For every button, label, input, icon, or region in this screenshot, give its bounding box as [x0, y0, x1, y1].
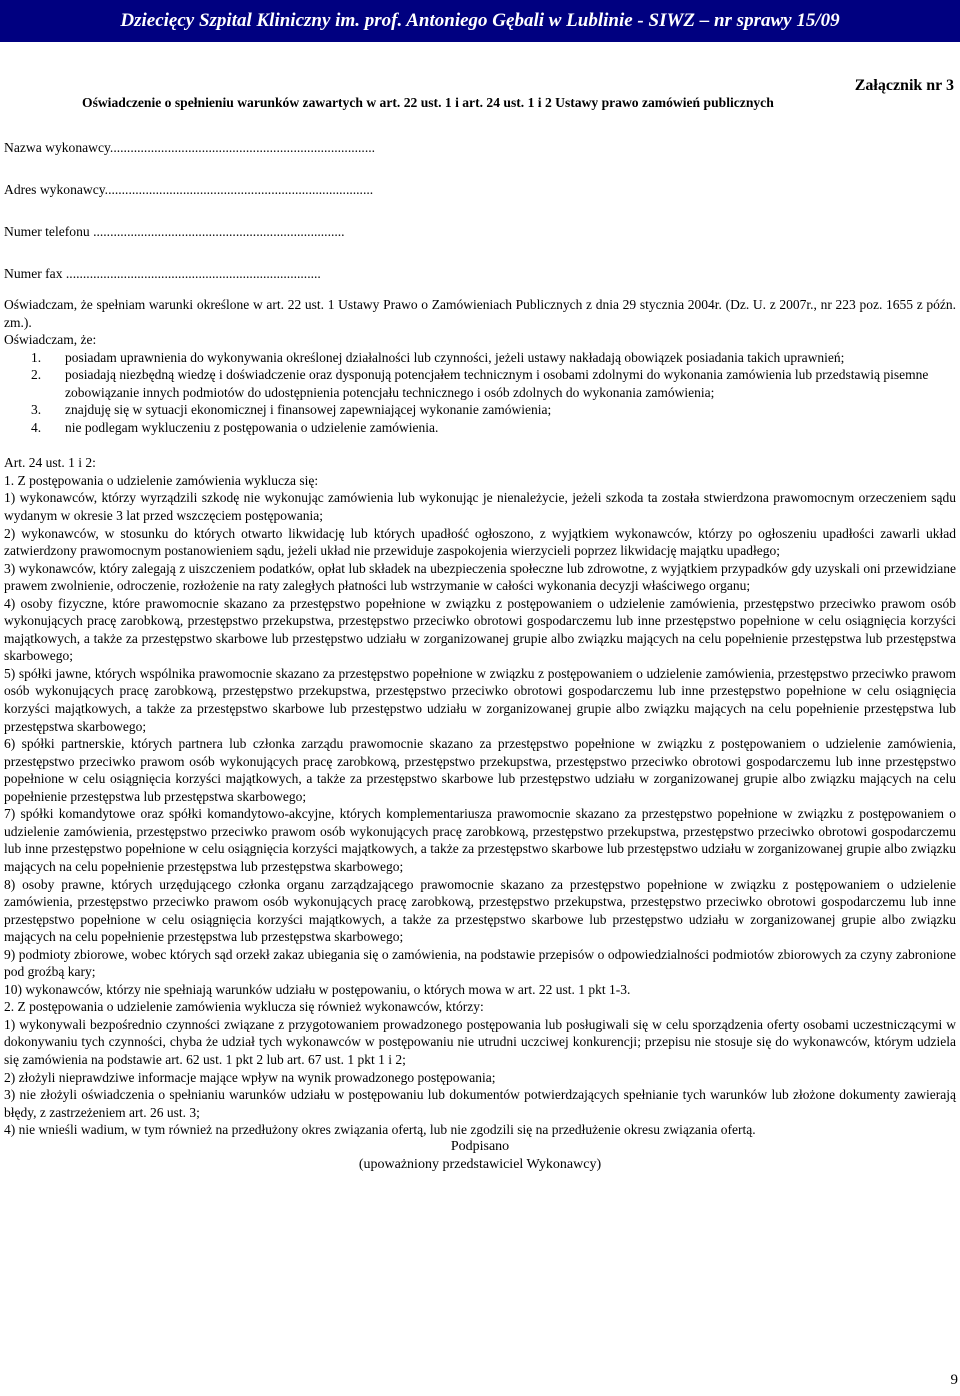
- art24-p1-item: 2) wykonawców, w stosunku do których otwarto likwidację lub których upadłość ogłoszono, z wyjątkiem wykonawców, którzy po ogłoszeniu upadłości zawarli układ zatwierdzony prawomocnym postanowieniem sądu, jeżeli układ nie przewiduje zaspokojenia wierzycieli poprzez likwidację majątku upadłego;: [4, 525, 956, 559]
- declaration-label: Oświadczam, że:: [4, 332, 97, 348]
- list-item-text: posiadają niezbędną wiedzę i doświadczenie oraz dysponują potencjałem technicznym i osobami zdolnymi do wykonania zamówienia lub przedstawią pisemne zobowiązanie innych podmiotów do udostępnienia potencjału technicznego i osób zdolnych do wykonania zamówienia;: [65, 367, 929, 400]
- art24-p1-item: 3) wykonawców, który zalegają z uiszczeniem podatków, opłat lub składek na ubezpieczenia społeczne lub zdrowotne, z wyjątkiem przypadków gdy uzyskali oni przewidziane prawem zwolnienie, odroczenie, rozłożenie na raty zaległych płatności lub wstrzymanie w całości wykonania decyzji właściwego organu;: [4, 560, 956, 594]
- art24-p2-item: 2) złożyli nieprawdziwe informacje mające wpływ na wynik prowadzonego postępowania;: [4, 1069, 496, 1085]
- annex-label: Załącznik nr 3: [854, 77, 954, 94]
- signature-signed-label: Podpisano: [450, 1139, 510, 1154]
- list-item-number: 4.: [31, 419, 42, 435]
- art24-p1-item: 6) spółki partnerskie, których partnera lub członka zarządu prawomocnie skazano za przestępstwo popełnione w związku z postępowaniem o udzielenie zamówienia, przestępstwo przeciwko prawom osób wykonujących pracę zarobkową, przestępstwo przekupstwa, przestępstwo przeciwko obrotowi gospodarczemu lub inne przestępstwo popełnione w celu osiągnięcia korzyści majątkowych, a także za przestępstwo skarbowe lub przestępstwo udziału w zorganizowanej grupie albo związku mających na celu popełnienie przestępstwa lub przestępstwa skarbowego;: [4, 736, 956, 804]
- art24-title: Art. 24 ust. 1 i 2:: [4, 455, 96, 471]
- art24-p1-item: 8) osoby prawne, których urzędującego członka organu zarządzającego prawomocnie skazano za przestępstwo popełnione w związku z postępowaniem o udzielenie zamówienia, przestępstwo przeciwko prawom osób wykonujących pracę zarobkową, przestępstwo przekupstwa, przestępstwo przeciwko obrotowi gospodarczemu lub inne przestępstwo popełnione w celu osiągnięcia korzyści majątkowych, a także za przestępstwo skarbowe lub przestępstwo udziału w zorganizowanej grupie albo związku mających na celu popełnienie przestępstwa lub przestępstwa skarbowego;: [4, 876, 956, 945]
- art22-intro: Oświadczam, że spełniam warunki określone w art. 22 ust. 1 Ustawy Prawo o Zamówieniach Publicznych z dnia 29 stycznia 2004r. (Dz. U. z 2007r., nr 223 poz. 1655 z późn. zm.).: [4, 297, 956, 330]
- list-item: [4, 419, 956, 437]
- document-header-title: Dziecięcy Szpital Kliniczny im. prof. Antoniego Gębali w Lublinie - SIWZ – nr sprawy 15/09: [120, 10, 840, 31]
- art24-p1-item: 10) wykonawców, którzy nie spełniają warunków udziału w postępowaniu, o których mowa w art. 22 ust. 1 pkt 1-3.: [4, 981, 631, 997]
- list-item: [4, 401, 956, 419]
- page-number: 9: [950, 1372, 958, 1388]
- signature-representative-label: (upoważniony przedstawiciel Wykonawcy): [358, 1157, 602, 1172]
- list-item-number: 1.: [31, 349, 42, 365]
- form-heading: Oświadczenie o spełnieniu warunków zawartych w art. 22 ust. 1 i art. 24 ust. 1 i 2 Ustawy prawo zamówień publicznych: [82, 95, 774, 110]
- signature-block: [0, 1138, 960, 1174]
- document-body: [4, 296, 956, 1139]
- list-item-text: posiadam uprawnienia do wykonywania określonej działalności lub czynności, jeżeli ustawy nakładają obowiązek posiadania takich uprawnień;: [65, 349, 845, 365]
- art24-p2-item: 3) nie złożyli oświadczenia o spełnianiu warunków udziału w postępowaniu lub dokumentów potwierdzających spełnianie tych warunków lub złożone dokumenty zawierają błędy, z zastrzeżeniem art. 26 ust. 3;: [4, 1087, 956, 1120]
- list-item: [4, 366, 956, 401]
- contractor-fax-field: Numer fax ...........................................................................: [4, 266, 321, 281]
- art24-p1-item: 5) spółki jawne, których wspólnika prawomocnie skazano za przestępstwo popełnione w związku z postępowaniem o udzielenie zamówienia, przestępstwo przeciwko prawom osób wykonujących pracę zarobkową, przestępstwo przekupstwa, przestępstwo przeciwko obrotowi gospodarczemu lub inne przestępstwo popełnione w celu osiągnięcia korzyści majątkowych, a także za przestępstwo skarbowe lub przestępstwo udziału w zorganizowanej grupie albo związku mających na celu popełnienie przestępstwa lub przestępstwa skarbowego;: [4, 665, 956, 734]
- art24-paragraph-2: 2. Z postępowania o udzielenie zamówienia wyklucza się również wykonawców, którzy:: [4, 999, 484, 1015]
- contractor-name-field: Nazwa wykonawcy..............................................................................: [4, 140, 376, 155]
- list-item-text: nie podlegam wykluczeniu z postępowania o udzielenie zamówienia.: [65, 419, 439, 435]
- art24-p1-item: 9) podmioty zbiorowe, wobec których sąd orzekł zakaz ubiegania się o zamówienia, na podstawie przepisów o odpowiedzialności podmiotów zbiorowych za czyny zabronione pod groźbą kary;: [4, 946, 956, 980]
- art24-p2-item: 4) nie wnieśli wadium, w tym również na przedłużony okres związania ofertą, lub nie zgodzili się na przedłużenie okresu związania ofertą.: [4, 1122, 756, 1138]
- list-item: [4, 349, 956, 367]
- list-item-text: znajduję się w sytuacji ekonomicznej i finansowej zapewniającej wykonanie zamówienia;: [65, 402, 552, 418]
- contractor-address-field: Adres wykonawcy...............................................................................: [4, 182, 374, 197]
- list-item-number: 2.: [31, 367, 42, 383]
- spacer: [4, 436, 956, 454]
- art24-p2-item: 1) wykonywali bezpośrednio czynności związane z przygotowaniem prowadzonego postępowania lub posługiwali się w celu sporządzenia oferty osobami uczestniczącymi w dokonywaniu tych czynności, chyba że udział tych wykonawców w postępowaniu nie utrudni uczciwej konkurencji; przepisu nie stosuje się do wykonawców, którym udziela się zamówienia na podstawie art. 62 ust. 1 pkt 2 lub art. 67 ust. 1 pkt 1 i 2;: [4, 1016, 956, 1067]
- contractor-phone-field: Numer telefonu ..........................................................................: [4, 224, 345, 239]
- art24-p1-item: 4) osoby fizyczne, które prawomocnie skazano za przestępstwo popełnione w związku z postępowaniem o udzielenie zamówienia, przestępstwo przeciwko prawom osób wykonujących pracę zarobkową, przestępstwo przekupstwa, przestępstwo przeciwko obrotowi gospodarczemu lub inne przestępstwo popełnione w celu osiągnięcia korzyści majątkowych, a także za przestępstwo skarbowe lub przestępstwo udziału w zorganizowanej grupie albo związku mających na celu popełnienie przestępstwa lub przestępstwa skarbowego;: [4, 595, 956, 664]
- art24-paragraph-1: 1. Z postępowania o udzielenie zamówienia wyklucza się:: [4, 472, 319, 488]
- list-item-number: 3.: [31, 402, 42, 418]
- art24-p1-item: 1) wykonawców, którzy wyrządzili szkodę nie wykonując zamówienia lub wykonując je nienależycie, jeżeli szkoda ta została stwierdzona prawomocnym orzeczeniem sądu wydanym w okresie 3 lat przed wszczęciem postępowania;: [4, 490, 956, 524]
- art24-p1-item: 7) spółki komandytowe oraz spółki komandytowo-akcyjne, których komplementariusza prawomocnie skazano za przestępstwo popełnione w związku z postępowaniem o udzielenie zamówienia, przestępstwo przeciwko prawom osób wykonujących pracę zarobkową, przestępstwo przekupstwa, przestępstwo przeciwko obrotowi gospodarczemu lub inne przestępstwo popełnione w celu osiągnięcia korzyści majątkowych, a także za przestępstwo skarbowe lub przestępstwo udziału w zorganizowanej grupie albo związku mających na celu popełnienie przestępstwa lub przestępstwa skarbowego;: [4, 806, 956, 874]
